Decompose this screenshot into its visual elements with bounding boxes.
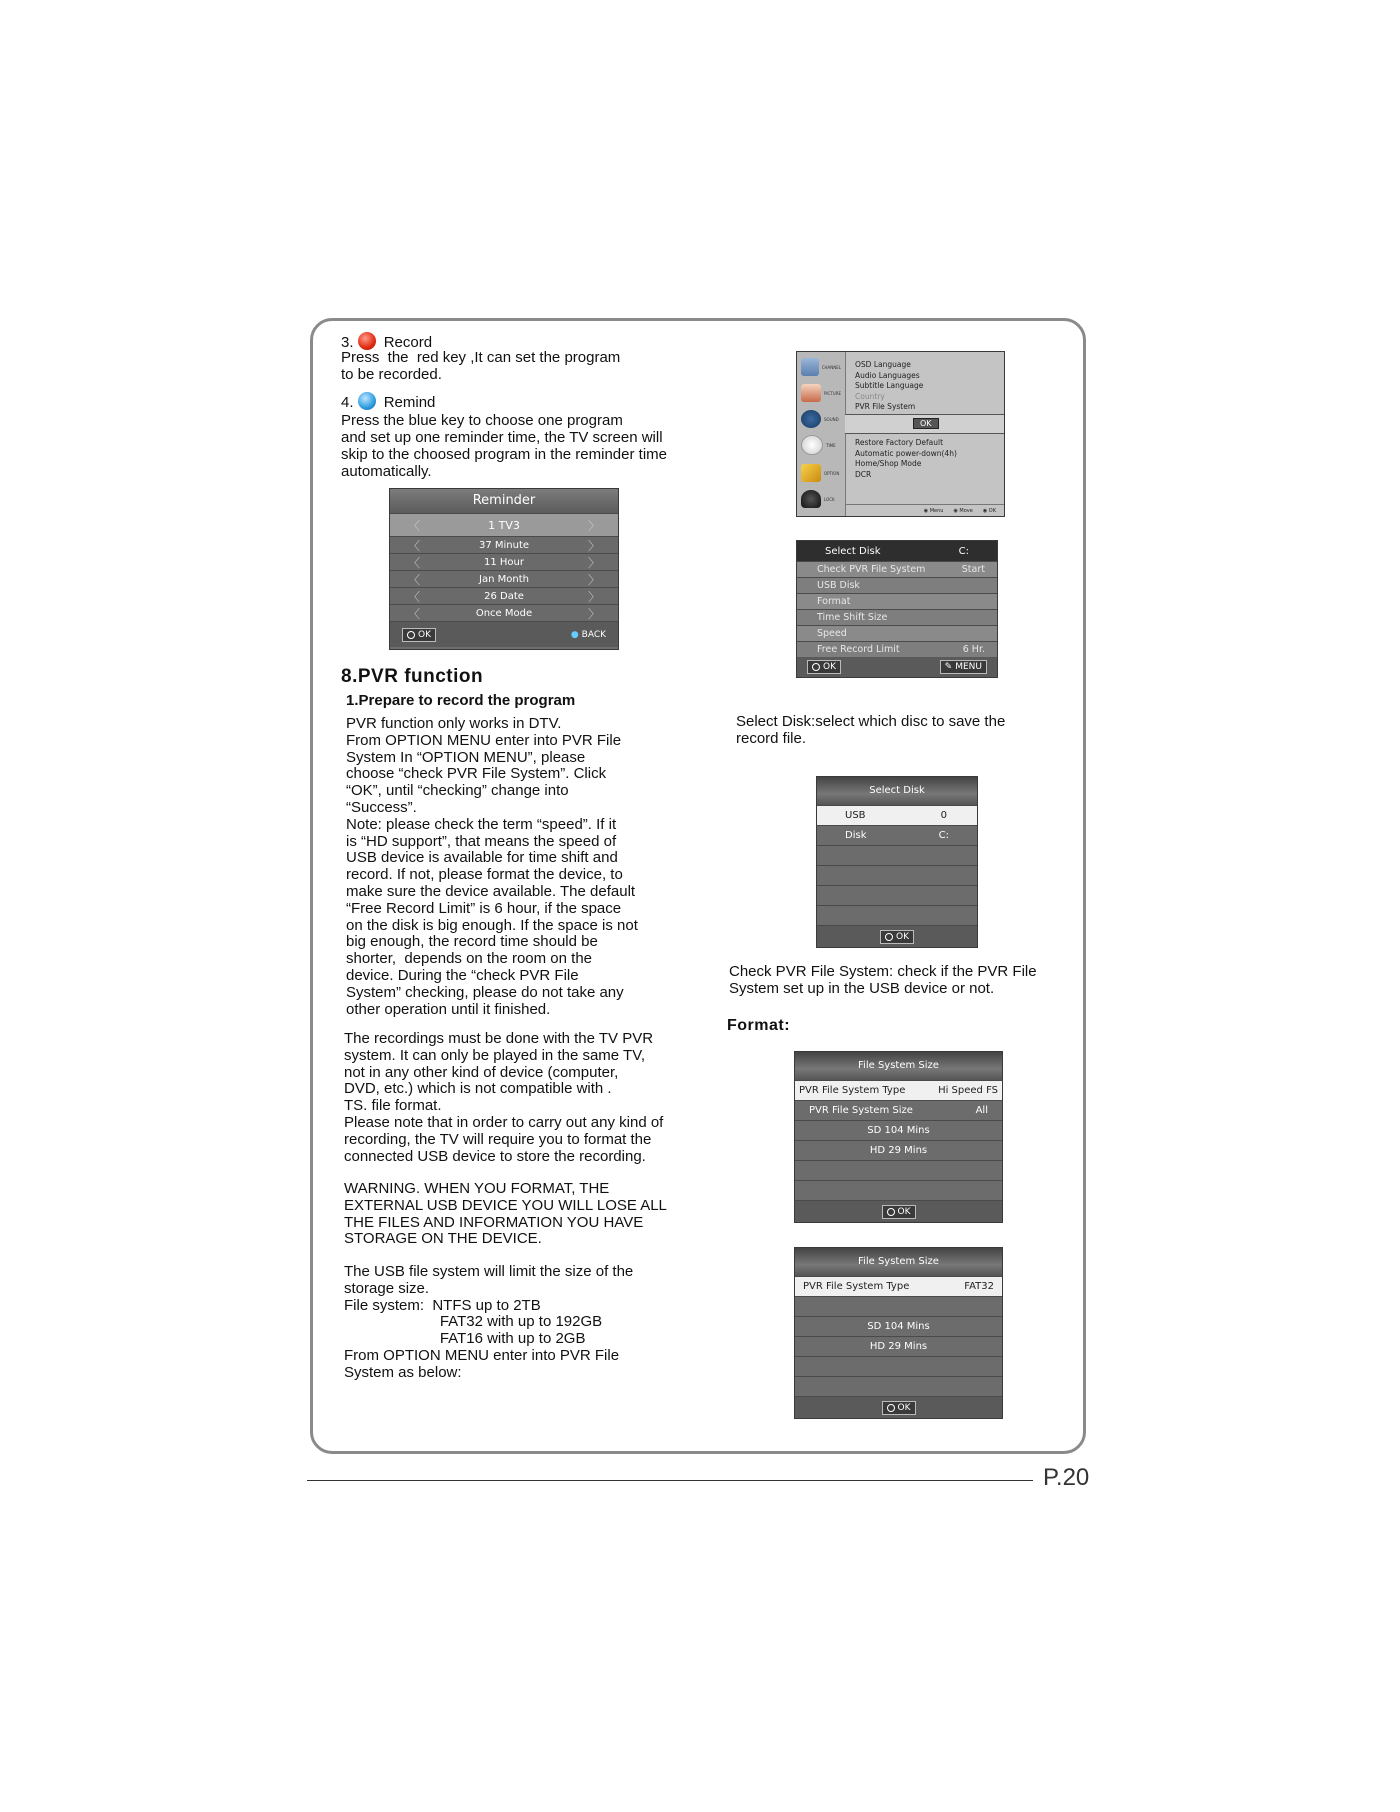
ok-circle-icon <box>887 1208 895 1216</box>
fs-sd-row: SD 104 Mins <box>795 1120 1002 1140</box>
empty-row <box>795 1160 1002 1180</box>
blue-key-icon <box>358 392 376 410</box>
text-line: STORAGE ON THE DEVICE. <box>344 1230 542 1248</box>
menu-item-audio-languages[interactable]: Audio Languages <box>855 370 920 380</box>
text-line: “Success”. <box>346 798 417 816</box>
fs-type-row[interactable]: PVR File System Type Hi Speed FS <box>795 1080 1002 1100</box>
empty-row <box>795 1356 1002 1376</box>
option-footer <box>845 504 1004 516</box>
record-line-2: to be recorded. <box>341 366 442 383</box>
text-line: WARNING. WHEN YOU FORMAT, THE <box>344 1180 610 1197</box>
text-line: System as below: <box>344 1363 462 1381</box>
text-line: “Free Record Limit” is 6 hour, if the space <box>346 899 622 917</box>
fs-size-row[interactable]: PVR File System Size All <box>795 1100 1002 1120</box>
footer-rule <box>307 1480 1033 1481</box>
pvr-option-value: Start <box>961 564 985 575</box>
menu-item-osd-language[interactable]: OSD Language <box>855 360 911 369</box>
reminder-row[interactable]: 〈 11 Hour 〉 <box>390 553 618 570</box>
text-line: The USB file system will limit the size of the <box>344 1263 634 1280</box>
menu-item-auto-power-down[interactable]: Automatic power-down(4h) <box>855 448 957 458</box>
pvr-option-row[interactable] <box>797 609 997 625</box>
pvr-paragraph-1 <box>346 716 638 1018</box>
select-disk-row[interactable]: Select Disk C: <box>797 541 997 561</box>
select-disk-text-1: Select Disk:select which disc to save the <box>736 713 1006 730</box>
empty-row <box>817 885 977 905</box>
channel-menu-icon[interactable]: CHANNEL <box>801 356 841 378</box>
fs-footer <box>795 1200 1002 1222</box>
select-disk-footer <box>817 925 977 947</box>
text-line: other operation until it finished. <box>346 1000 551 1018</box>
text-line: System In “OPTION MENU”, please <box>346 748 586 766</box>
text-line: shorter, depends on the room on the <box>346 950 592 968</box>
text-line: device. During the “check PVR File <box>346 966 579 984</box>
fs-title: File System Size <box>795 1248 1002 1276</box>
reminder-title: Reminder <box>390 489 618 513</box>
menu-item-subtitle-language[interactable]: Subtitle Language <box>855 381 924 390</box>
menu-item-country[interactable]: Country <box>855 391 885 401</box>
reminder-row[interactable]: 〈 26 Date 〉 <box>390 587 618 604</box>
reminder-footer <box>390 621 618 647</box>
fs-footer <box>795 1396 1002 1418</box>
text-line: USB device is available for time shift and <box>346 849 618 867</box>
empty-row <box>817 865 977 885</box>
empty-row <box>795 1180 1002 1200</box>
ok-circle-icon <box>407 631 415 639</box>
remind-line-1: Press the blue key to choose one program <box>341 412 623 429</box>
pvr-option-label: Check PVR File System <box>817 564 926 575</box>
ok-circle-icon <box>885 933 893 941</box>
text-line: FAT32 with up to 192GB <box>344 1313 603 1331</box>
text-line: DVD, etc.) which is not compatible with . <box>344 1080 612 1098</box>
ok-circle-icon <box>887 1404 895 1412</box>
text-line: record. If not, please format the device, to <box>346 866 623 884</box>
text-line: is “HD support”, that means the speed of <box>346 832 617 850</box>
option-ok-bar <box>845 414 1004 434</box>
text-line: connected USB device to store the recording. <box>344 1147 646 1165</box>
text-line: File system: NTFS up to 2TB <box>344 1296 541 1314</box>
lock-menu-icon[interactable]: LOCK <box>801 488 841 510</box>
record-line-1: Press the red key ,It can set the program <box>341 349 621 366</box>
text-line: “OK”, until “checking” change into <box>346 782 569 800</box>
back-button[interactable]: ● BACK <box>570 629 606 640</box>
option-menu-icon[interactable]: OPTION <box>801 462 841 484</box>
menu-icon: ✎ <box>944 662 953 672</box>
page-number: P.20 <box>1043 1464 1090 1491</box>
select-disk-title: Select Disk <box>817 777 977 805</box>
time-menu-icon[interactable]: TIME <box>801 434 841 456</box>
text-line: The recordings must be done with the TV PVR <box>344 1030 654 1047</box>
reminder-row[interactable]: 〈 Once Mode 〉 <box>390 604 618 621</box>
pvr-panel-footer <box>797 657 997 677</box>
sound-menu-icon[interactable]: SOUND <box>801 408 841 430</box>
fs-sd-row: SD 104 Mins <box>795 1316 1002 1336</box>
remind-line-4: automatically. <box>341 463 432 480</box>
file-system-size-panel-2 <box>794 1247 1003 1419</box>
remind-line-3: skip to the choosed program in the reminder time <box>341 446 667 463</box>
text-line: Please note that in order to carry out any kind of <box>344 1113 664 1131</box>
text-line: choose “check PVR File System”. Click <box>346 765 607 783</box>
option-list-top <box>855 360 923 413</box>
pvr-option-label: Free Record Limit <box>817 644 900 655</box>
empty-row <box>795 1376 1002 1396</box>
fs-title: File System Size <box>795 1052 1002 1080</box>
empty-row <box>817 905 977 925</box>
text-line: TS. file format. <box>344 1097 442 1115</box>
pvr-rows <box>797 561 997 657</box>
ok-button[interactable]: OK <box>882 1401 916 1415</box>
option-list-bottom <box>855 438 957 480</box>
check-text-1: Check PVR File System: check if the PVR File <box>729 963 1037 980</box>
pvr-option-label: USB Disk <box>817 580 860 591</box>
remind-heading: 4. Remind <box>341 394 436 411</box>
pvr-heading: 8.PVR function <box>341 666 484 687</box>
text-line: PVR function only works in DTV. <box>346 715 562 732</box>
red-key-icon <box>358 332 376 350</box>
pvr-option-label: Format <box>817 596 851 607</box>
reminder-row[interactable]: 〈 Jan Month 〉 <box>390 570 618 587</box>
fs-hd-row: HD 29 Mins <box>795 1336 1002 1356</box>
text-line: From OPTION MENU enter into PVR File <box>346 731 622 749</box>
fs-type-row[interactable]: PVR File System Type FAT32 <box>795 1276 1002 1296</box>
pvr-option-row[interactable] <box>797 641 997 657</box>
fs-hd-row: HD 29 Mins <box>795 1140 1002 1160</box>
select-disk-text-2: record file. <box>736 730 807 747</box>
pvr-paragraph-3 <box>344 1264 633 1382</box>
pvr-subheading: 1.Prepare to record the program <box>346 692 576 709</box>
text-line: big enough, the record time should be <box>346 933 598 951</box>
text-line: FAT16 with up to 2GB <box>344 1330 586 1348</box>
ok-button[interactable]: OK <box>402 628 436 642</box>
ok-button[interactable]: OK <box>807 660 841 674</box>
pvr-option-value: 6 Hr. <box>962 644 985 655</box>
menu-item-dcr[interactable]: DCR <box>855 469 872 479</box>
menu-hint: ◉ Menu <box>923 507 944 514</box>
remind-line-2: and set up one reminder time, the TV screen will <box>341 429 663 446</box>
record-heading: 3. Record <box>341 334 433 351</box>
picture-menu-icon[interactable]: PICTURE <box>801 382 841 404</box>
pvr-option-row[interactable] <box>797 561 997 577</box>
usb-row[interactable]: USB 0 <box>817 805 977 825</box>
text-line: EXTERNAL USB DEVICE YOU WILL LOSE ALL <box>344 1196 667 1214</box>
text-line: From OPTION MENU enter into PVR File <box>344 1346 620 1364</box>
ok-hint: ◉ OK <box>982 507 996 514</box>
option-ok-button[interactable]: OK <box>913 418 939 429</box>
reminder-row[interactable]: 〈 37 Minute 〉 <box>390 536 618 553</box>
menu-item-home-shop-mode[interactable]: Home/Shop Mode <box>855 459 922 468</box>
pvr-option-row[interactable] <box>797 577 997 593</box>
text-line: on the disk is big enough. If the space is not <box>346 916 638 934</box>
pvr-option-label: Speed <box>817 628 847 639</box>
text-line: system. It can only be played in the same TV, <box>344 1046 645 1064</box>
pvr-option-row[interactable] <box>797 625 997 641</box>
text-line: THE FILES AND INFORMATION YOU HAVE <box>344 1213 644 1231</box>
text-line: make sure the device available. The default <box>346 882 636 900</box>
menu-item-pvr-file-system[interactable]: PVR File System <box>855 402 916 411</box>
ok-button[interactable]: OK <box>882 1205 916 1219</box>
pvr-option-label: Time Shift Size <box>817 612 888 623</box>
check-text-2: System set up in the USB device or not. <box>729 980 995 997</box>
select-disk-panel <box>816 776 978 948</box>
text-line: not in any other kind of device (computer, <box>344 1063 619 1081</box>
text-line: storage size. <box>344 1279 430 1297</box>
empty-row <box>795 1296 1002 1316</box>
empty-row <box>817 845 977 865</box>
pvr-paragraph-2 <box>344 1031 663 1165</box>
pvr-option-row[interactable] <box>797 593 997 609</box>
ok-circle-icon <box>812 663 820 671</box>
reminder-panel <box>389 488 619 650</box>
warning-text <box>344 1181 667 1248</box>
text-line: Note: please check the term “speed”. If it <box>346 815 617 833</box>
menu-item-restore-factory[interactable]: Restore Factory Default <box>855 438 944 447</box>
reminder-channel-row[interactable]: 〈 1 TV3 〉 <box>390 513 618 536</box>
ok-button[interactable]: OK <box>880 930 914 944</box>
move-hint: ◉ Move <box>953 507 973 514</box>
menu-button[interactable]: ✎ MENU <box>940 660 987 674</box>
file-system-size-panel-1 <box>794 1051 1003 1223</box>
disk-row[interactable]: Disk C: <box>817 825 977 845</box>
text-line: System” checking, please do not take any <box>346 983 624 1001</box>
format-heading: Format: <box>727 1017 791 1034</box>
pvr-file-system-panel <box>796 540 998 678</box>
menu-icon-column <box>797 352 846 516</box>
option-menu-panel <box>796 351 1005 517</box>
text-line: recording, the TV will require you to format the <box>344 1130 652 1148</box>
